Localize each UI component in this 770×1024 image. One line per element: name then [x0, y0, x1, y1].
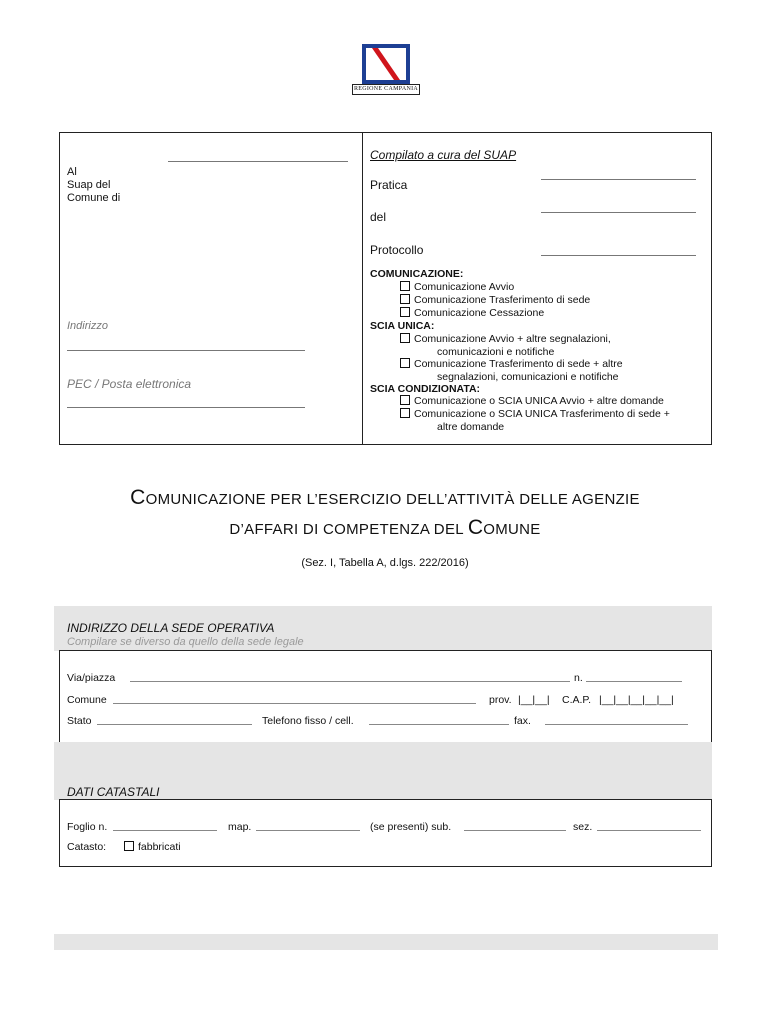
checkbox[interactable] [400, 395, 410, 405]
prov-field[interactable]: |__|__| [518, 694, 550, 706]
cap-field[interactable]: |__|__|__|__|__| [599, 694, 674, 706]
foglio-field[interactable] [113, 821, 217, 831]
opt-cond-trasferimento-cont: altre domande [437, 421, 505, 433]
via-field[interactable] [130, 672, 570, 682]
comune-field[interactable] [113, 694, 476, 704]
sede-heading: INDIRIZZO DELLA SEDE OPERATIVA [67, 621, 275, 635]
via-label: Via/piazza [67, 672, 116, 684]
opt-label: Comunicazione o SCIA UNICA Trasferimento di sede + [414, 408, 670, 420]
fax-field[interactable] [545, 715, 688, 725]
checkbox[interactable] [400, 307, 410, 317]
stato-field[interactable] [97, 715, 252, 725]
catasto-label: Catasto: [67, 841, 107, 853]
scia-cond-heading: SCIA CONDIZIONATA: [370, 383, 481, 395]
opt-scia-trasferimento[interactable] [400, 358, 623, 371]
checkbox[interactable] [400, 294, 410, 304]
pratica-line[interactable] [541, 179, 696, 180]
opt-label: Comunicazione Avvio + altre segnalazioni, [414, 333, 611, 345]
fax-label: fax. [514, 715, 531, 727]
del-label: del [370, 210, 387, 224]
comune-label: Comune [67, 694, 107, 706]
opt-label: Comunicazione Cessazione [414, 307, 545, 319]
address-label: Indirizzo [67, 320, 108, 332]
opt-label: Comunicazione o SCIA UNICA Avvio + altre domande [414, 395, 664, 407]
stato-label: Stato [67, 715, 92, 727]
comunicazione-heading: COMUNICAZIONE: [370, 268, 464, 280]
suap-heading: Compilato a cura del SUAP [370, 148, 517, 162]
protocollo-label: Protocollo [370, 243, 424, 257]
checkbox[interactable] [400, 358, 410, 368]
foglio-label: Foglio n. [67, 821, 108, 833]
page-title-line1: COMUNICAZIONE PER L’ESERCIZIO DELL’ATTIVITÀ DELLE AGENZIE [130, 486, 640, 509]
opt-scia-avvio-cont: comunicazioni e notifiche [437, 346, 555, 358]
next-section-band [54, 934, 718, 950]
address-line[interactable] [67, 350, 305, 351]
map-field[interactable] [256, 821, 360, 831]
pec-label: PEC / Posta elettronica [67, 377, 192, 391]
opt-label: Comunicazione Trasferimento di sede + altre [414, 358, 623, 370]
opt-cond-avvio[interactable] [400, 395, 664, 408]
protocollo-line[interactable] [541, 255, 696, 256]
page-title-line2: D’AFFARI DI COMPETENZA DEL COMUNE [229, 516, 541, 539]
checkbox[interactable] [124, 841, 134, 851]
scia-heading: SCIA UNICA: [370, 320, 435, 332]
n-label: n. [574, 672, 583, 684]
page-subtitle: (Sez. I, Tabella A, d.lgs. 222/2016) [301, 557, 469, 569]
sez-field[interactable] [597, 821, 701, 831]
opt-label: Comunicazione Avvio [414, 281, 515, 293]
recipient-suap: Suap del [67, 179, 111, 191]
checkbox[interactable] [400, 333, 410, 343]
regione-logo [362, 44, 410, 84]
crest-svg [366, 48, 406, 80]
sez-label: sez. [573, 821, 593, 833]
regione-campania-crest-icon [366, 48, 406, 80]
sub-label: (se presenti) sub. [370, 821, 452, 833]
recipient-comune: Comune di [67, 192, 121, 204]
logo-caption: REGIONE CAMPANIA [352, 84, 420, 95]
opt-cond-trasferimento[interactable] [400, 408, 670, 421]
cap-label: C.A.P. [562, 694, 591, 706]
comune-line[interactable] [168, 161, 348, 162]
opt-label: fabbricati [138, 841, 181, 853]
catasto-frame [59, 799, 712, 867]
n-field[interactable] [586, 672, 682, 682]
map-label: map. [228, 821, 252, 833]
sub-field[interactable] [464, 821, 566, 831]
del-line[interactable] [541, 212, 696, 213]
opt-cessazione[interactable] [400, 307, 544, 320]
opt-trasferimento[interactable] [400, 294, 590, 307]
catasto-heading: DATI CATASTALI [67, 785, 160, 799]
recipient-al: Al [67, 166, 77, 178]
pratica-label: Pratica [370, 178, 408, 192]
opt-fabbricati[interactable] [124, 841, 181, 853]
prov-label: prov. [489, 694, 512, 706]
opt-avvio[interactable] [400, 281, 514, 294]
opt-scia-trasferimento-cont: segnalazioni, comunicazioni e notifiche [437, 371, 619, 383]
checkbox[interactable] [400, 408, 410, 418]
checkbox[interactable] [400, 281, 410, 291]
opt-scia-avvio[interactable] [400, 333, 611, 346]
telefono-field[interactable] [369, 715, 509, 725]
header-divider [362, 132, 363, 445]
opt-label: Comunicazione Trasferimento di sede [414, 294, 591, 306]
telefono-label: Telefono fisso / cell. [262, 715, 354, 727]
sede-note: Compilare se diverso da quello della sede legale [67, 636, 304, 648]
pec-line[interactable] [67, 407, 305, 408]
